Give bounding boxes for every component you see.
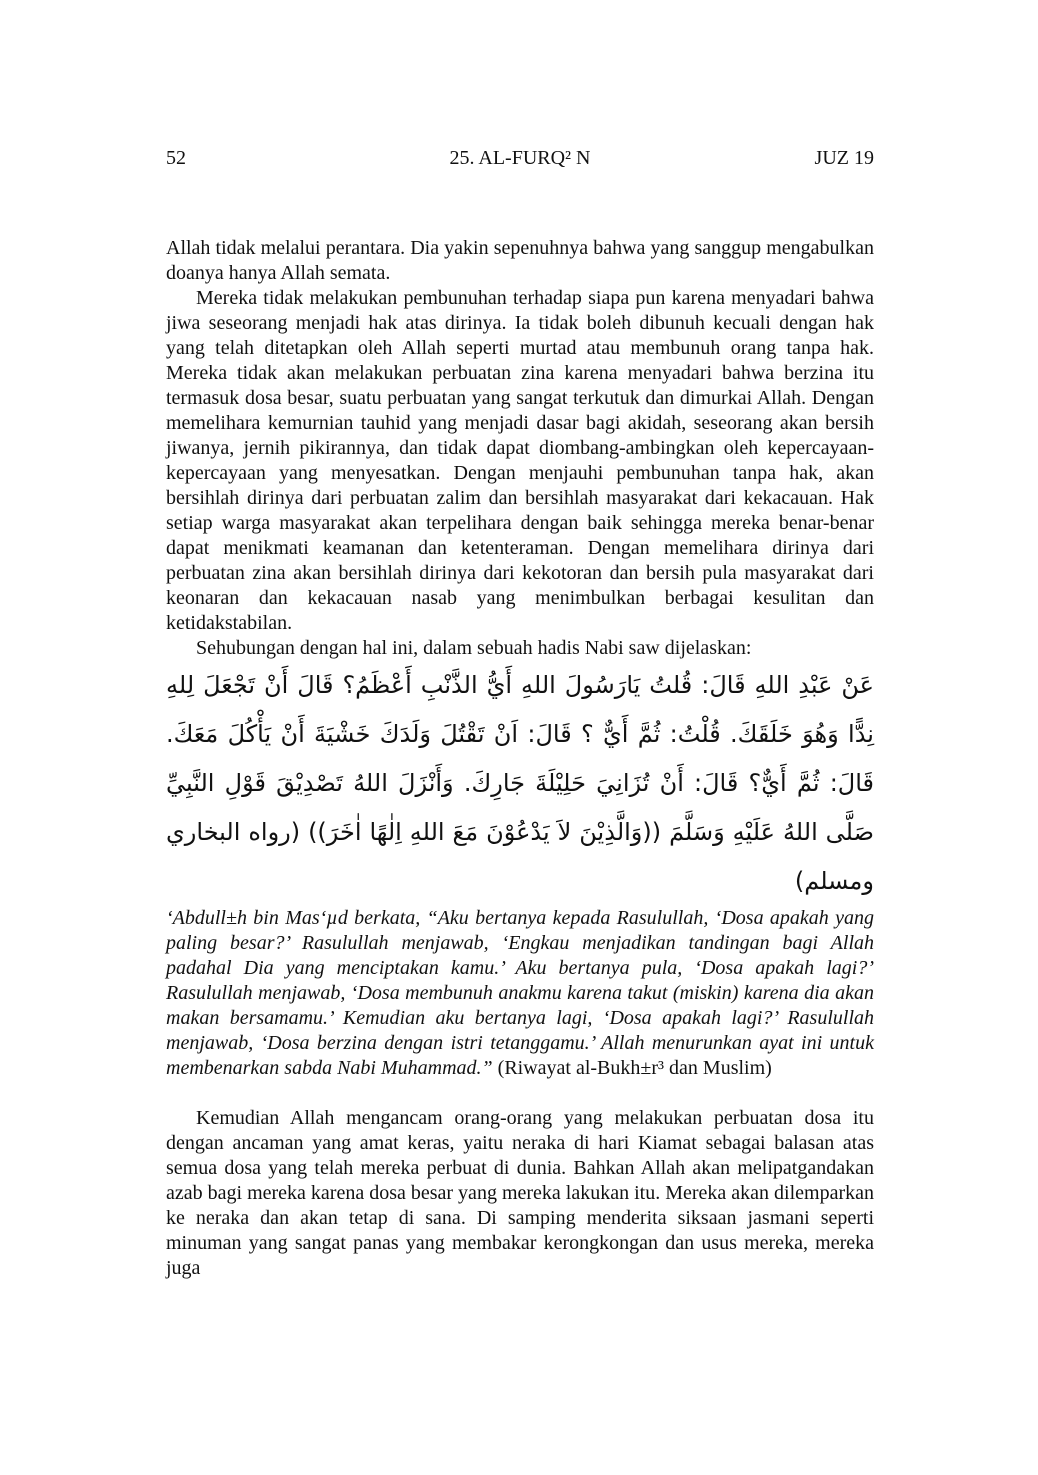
page-body	[166, 236, 874, 1281]
paragraph-4: Kemudian Allah mengancam orang-orang yang melakukan perbuatan dosa itu dengan ancaman yang amat keras, yaitu neraka di hari Kiamat sebagai balasan atas semua dosa yang telah mereka perbuat di dunia. Bahkan Allah akan melipatgandakan azab bagi mereka karena dosa besar yang mereka lakukan itu. Mereka akan dilemparkan ke neraka dan akan tetap di sana. Di samping menderita siksaan jasmani seperti minuman yang sangat panas yang membakar kerongkongan dan usus mereka, mereka juga	[166, 1107, 874, 1279]
spacer	[166, 1081, 874, 1106]
chapter-title: 25. AL-FURQ² N	[449, 147, 591, 169]
paragraph-2: Mereka tidak melakukan pembunuhan terhadap siapa pun karena menyadari bahwa jiwa seseorang menjadi hak atas dirinya. Ia tidak boleh dibunuh kecuali dengan hak yang telah ditetapkan oleh Allah seperti murtad atau membunuh orang tanpa hak. Mereka tidak akan melakukan perbuatan zina karena menyadari bahwa berzina itu termasuk dosa besar, suatu perbuatan yang sangat terkutuk dan dimurkai Allah. Dengan memelihara kemurnian tauhid yang menjadi dasar bagi akidah, seseorang akan bersih jiwanya, jernih pikirannya, dan tidak dapat diombang-ambingkan oleh kepercayaan-kepercayaan yang menyesatkan. Dengan menjauhi pembunuhan tanpa hak, akan bersihlah dirinya dari perbuatan zalim dan bersihlah masyarakat dari kekacauan. Hak setiap warga masyarakat akan terpelihara dengan baik sehingga mereka benar-benar dapat menikmati keamanan dan ketenteraman. Dengan memelihara dirinya dari perbuatan zina akan bersihlah dirinya dari kekotoran dan bersih pula masyarakat dari keonaran dan kekacauan nasab yang menimbulkan berbagai kesulitan dan ketidakstabilan.	[166, 287, 874, 634]
arabic-hadith: عَنْ عَبْدِ اللهِ قَالَ: قُلتُ يَارَسُولَ اللهِ أَيُّ الذَّنْبِ أَعْظَمُ؟ قَالَ أَنْ تَجْعَلَ لِلهِ نِدًّا وَهُوَ خَلَقَكَ. قُلْتُ: ثُمَّ أَيٌّ ؟ قَالَ: اَنْ تَقْتُلَ وَلَدَكَ خَشْيَةَ أَنْ يَأْكُلَ مَعَكَ. قَالَ: ثُمَّ أَيٌّ؟ قَالَ: أَنْ تُزَانِيَ حَلِيْلَةَ جَارِكَ. وَأَنْزَلَ اللهُ تَصْدِيْقَ قَوْلِ النَّبِيِّ صَلَّى اللهُ عَلَيْهِ وَسَلَّمَ ((وَالَّذِيْنَ لاَ يَدْعُوْنَ مَعَ اللهِ اِلٰهًا اٰخَرَ)) (رواه البخاري ومسلم)	[166, 671, 874, 895]
paragraph-3: Sehubungan dengan hal ini, dalam sebuah hadis Nabi saw dijelaskan:	[196, 637, 752, 659]
page-number: 52	[166, 147, 186, 169]
juz-label: JUZ 19	[814, 147, 874, 169]
hadith-translation	[166, 906, 874, 1081]
paragraph-1: Allah tidak melalui perantara. Dia yakin sepenuhnya bahwa yang sanggup mengabulkan doanya hanya Allah semata.	[166, 237, 874, 284]
translation-text: ‘Abdull±h bin Mas‘µd berkata, “Aku bertanya kepada Rasulullah, ‘Dosa apakah yang paling besar?’ Rasulullah menjawab, ‘Engkau menjadikan tandingan bagi Allah padahal Dia yang menciptakan kamu.’ Aku bertanya pula, ‘Dosa apakah lagi?’ Rasulullah menjawab, ‘Dosa membunuh anakmu karena takut (miskin) karena dia akan makan bersamamu.’ Kemudian aku bertanya lagi, ‘Dosa apakah lagi?’ Rasulullah menjawab, ‘Dosa berzina dengan istri tetanggamu.’ Allah menurunkan ayat ini untuk membenarkan sabda Nabi Muhammad.”	[166, 907, 874, 1079]
translation-source: (Riwayat al-Bukh±r³ dan Muslim)	[497, 1057, 772, 1079]
